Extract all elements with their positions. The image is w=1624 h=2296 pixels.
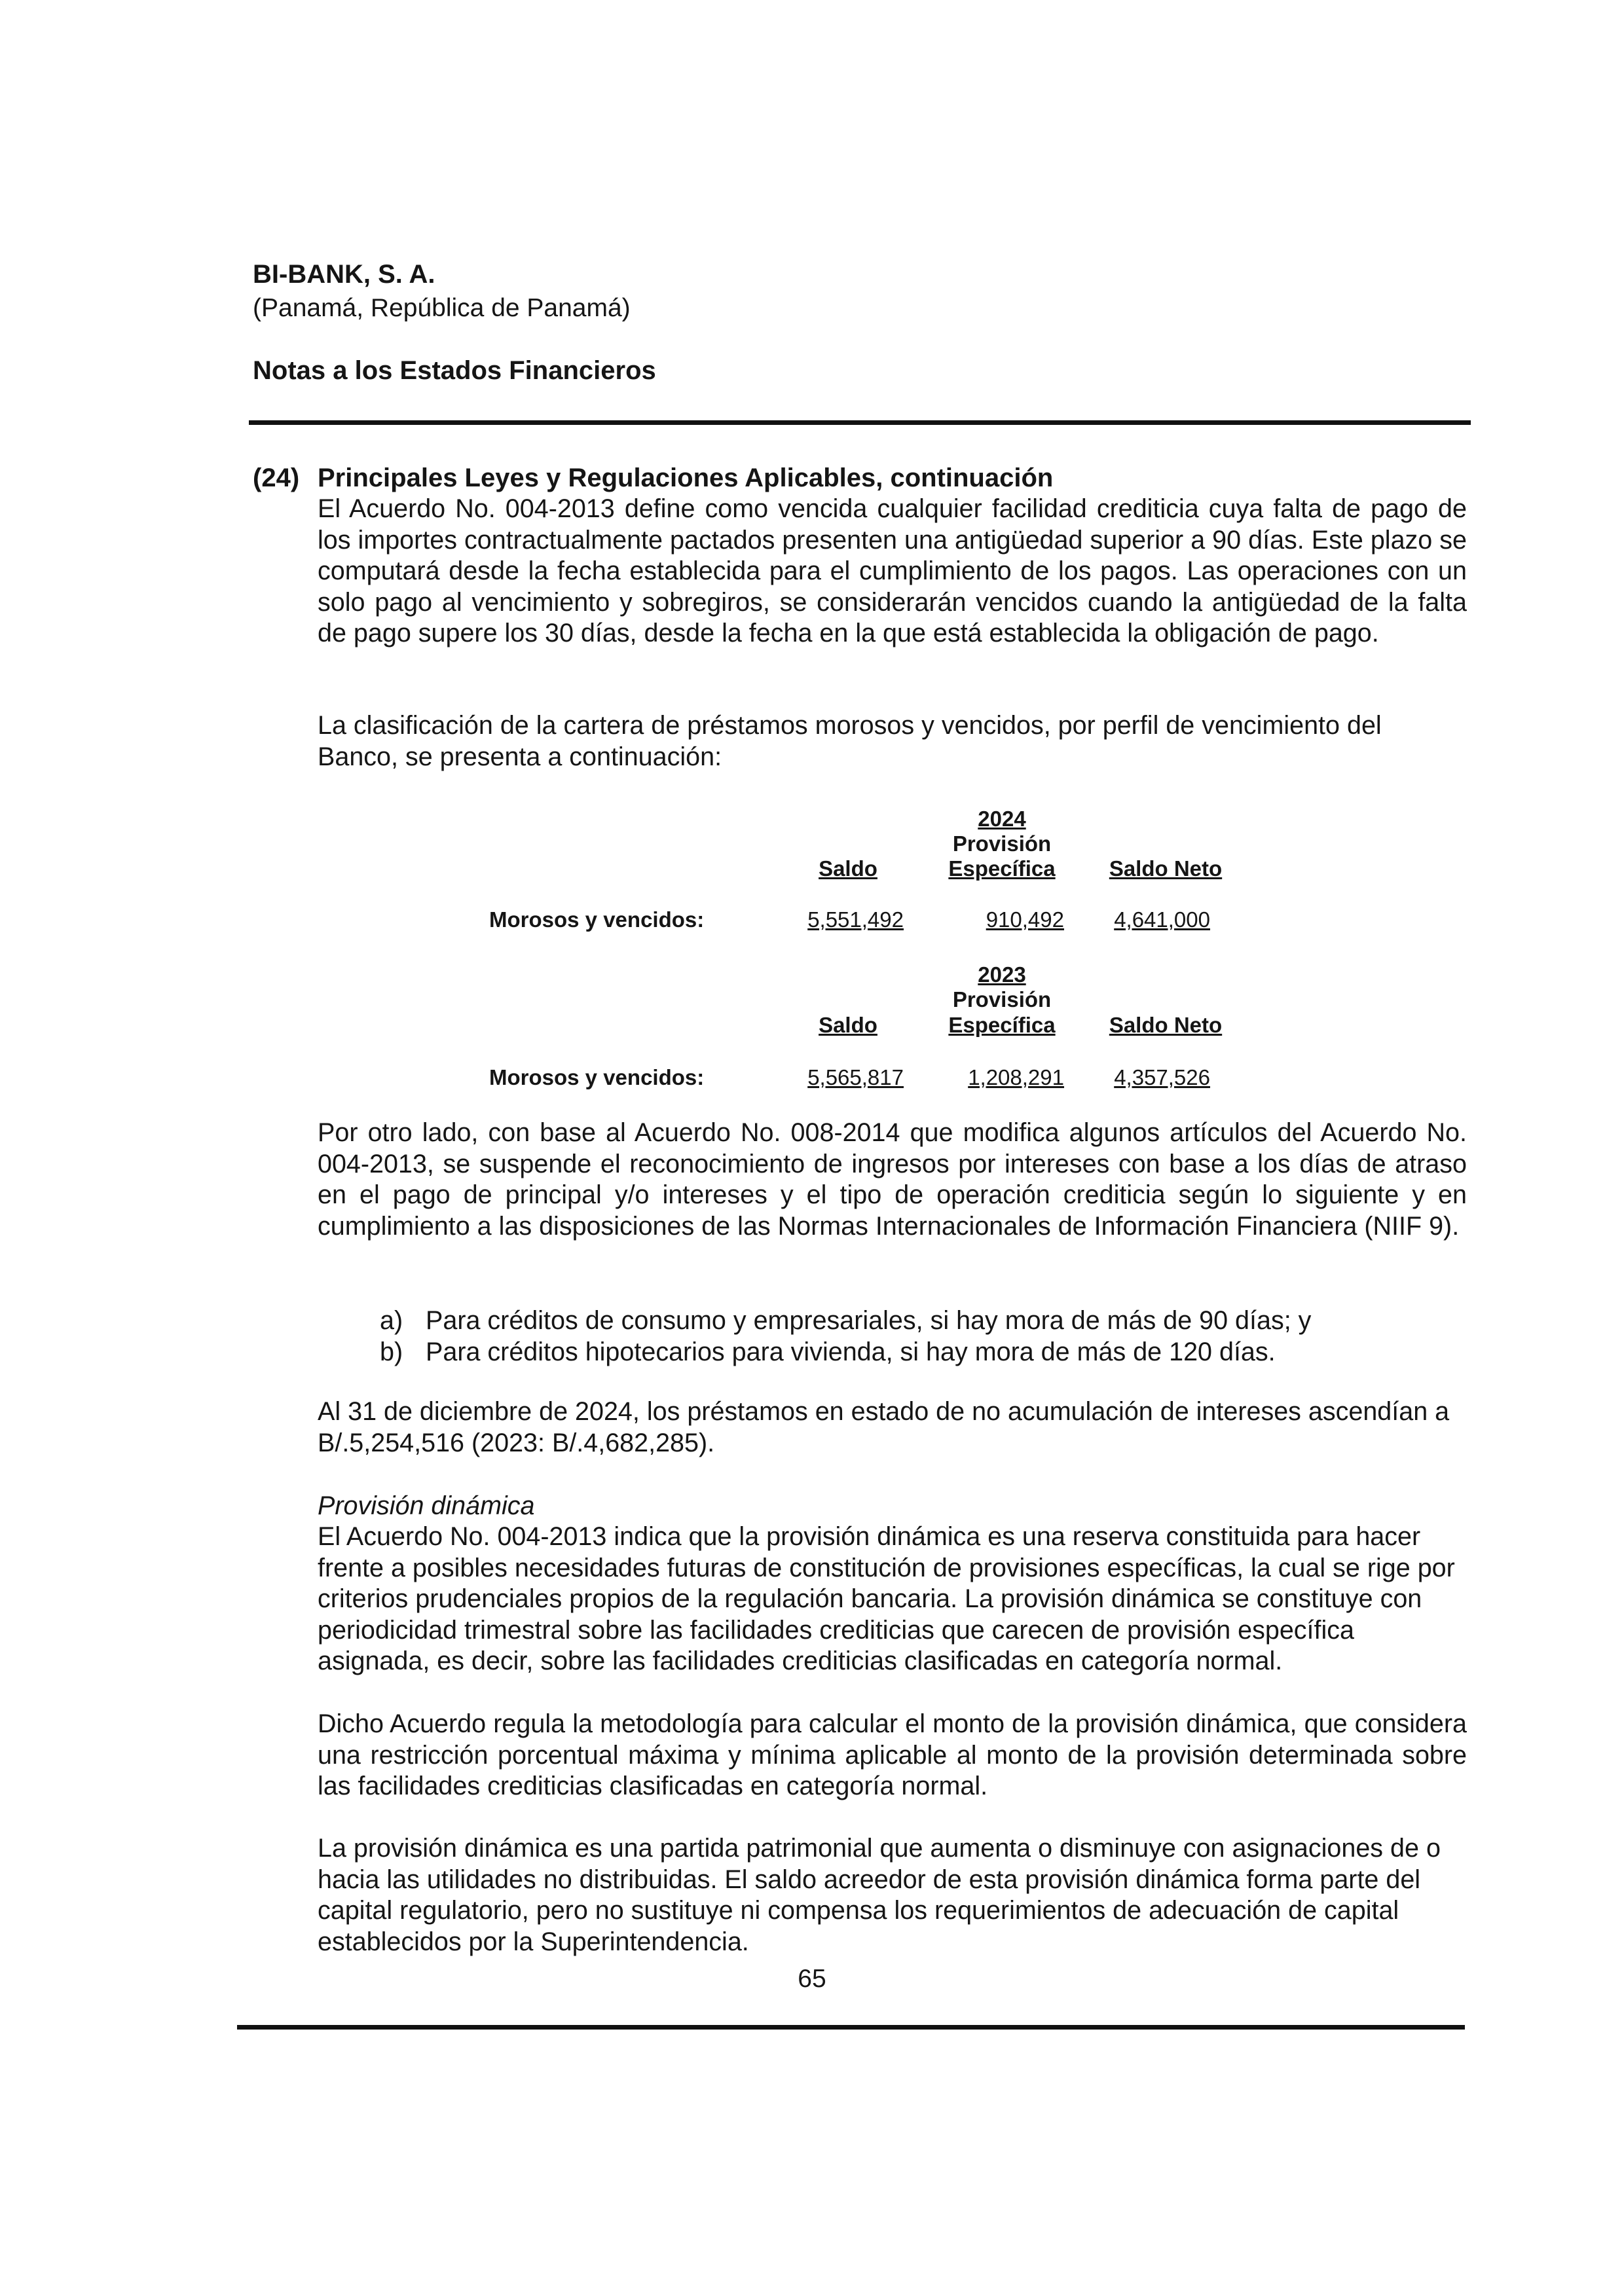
column-header-provision: Provisión xyxy=(952,987,1052,1011)
paragraph-provision-dinamica-definition: El Acuerdo No. 004-2013 indica que la provisión dinámica es una reserva constituida para hacer frente a posibles necesidades futuras de constitución de provisiones específicas, la cual se rige por criterios prudenciales propios de la regulación bancaria. La provisión dinámica se constituye con periodicidad trimestral sobre las facilidades crediticias que carecen de provisión específica asignada, es decir, sobre las facilidades crediticias clasificadas en categoría normal. xyxy=(318,1522,1455,1675)
list-item: Para créditos hipotecarios para vivienda, si hay mora de más de 120 días. xyxy=(426,1338,1276,1366)
header-rule xyxy=(249,420,1471,425)
footer-rule xyxy=(237,2025,1465,2030)
column-header-saldo: Saldo xyxy=(819,1013,877,1037)
paragraph-partida-patrimonial: La provisión dinámica es una partida patrimonial que aumenta o disminuye con asignaciones de o hacia las utilidades no distribuidas. El saldo acreedor de esta provisión dinámica forma parte del capital regulatorio, pero no sustituye ni compensa los requerimientos de adecuación de capital establecidos por la Superintendencia. xyxy=(318,1834,1441,1956)
section-number: (24) xyxy=(253,464,300,492)
paragraph-no-acumulacion: Al 31 de diciembre de 2024, los préstamos en estado de no acumulación de intereses ascendían a B/.5,254,516 (2023: B/.4,682,285). xyxy=(318,1397,1450,1457)
paragraph-acuerdo-008-2014: Por otro lado, con base al Acuerdo No. 008-2014 que modifica algunos artículos del Acuerdo No. 004-2013, se suspende el reconocimiento de ingresos por intereses con base a los días de atraso en el pago de principal y/o intereses y el tipo de operación crediticia según lo siguiente y en cumplimiento a las disposiciones de las Normas Internacionales de Información Financiera (NIIF 9). xyxy=(318,1118,1467,1241)
table-year: 2023 xyxy=(978,962,1026,987)
column-header-saldo-neto: Saldo Neto xyxy=(1109,1013,1223,1037)
list-marker: b) xyxy=(380,1338,403,1366)
cell-saldo-neto: 4,641,000 xyxy=(1114,907,1210,932)
cell-saldo: 5,565,817 xyxy=(807,1065,904,1089)
company-country: (Panamá, República de Panamá) xyxy=(253,294,631,322)
section-title: Principales Leyes y Regulaciones Aplicables, continuación xyxy=(318,464,1054,492)
cell-provision: 910,492 xyxy=(986,907,1064,932)
cell-provision: 1,208,291 xyxy=(968,1065,1064,1089)
column-header-especifica: Específica xyxy=(948,856,1056,881)
list-item: Para créditos de consumo y empresariales, si hay mora de más de 90 días; y xyxy=(426,1306,1312,1335)
table-year: 2024 xyxy=(978,807,1026,831)
paragraph-classification-intro: La clasificación de la cartera de préstamos morosos y vencidos, por perfil de vencimiento del Banco, se presenta a continuación: xyxy=(318,711,1382,771)
cell-saldo-neto: 4,357,526 xyxy=(1114,1065,1210,1089)
column-header-especifica: Específica xyxy=(948,1013,1056,1037)
document-subtitle: Notas a los Estados Financieros xyxy=(253,356,656,385)
list-marker: a) xyxy=(380,1306,403,1335)
company-name: BI-BANK, S. A. xyxy=(253,260,435,289)
page-number: 65 xyxy=(798,1965,826,1993)
row-label: Morosos y vencidos: xyxy=(489,1065,705,1089)
paragraph-vencida-definition: El Acuerdo No. 004-2013 define como vencida cualquier facilidad crediticia cuya falta de pago de los importes contractualmente pactados presenten una antigüedad superior a 90 días. Este plazo se computará desde la fecha establecida para el cumplimiento de los pagos. Las operaciones con un solo pago al vencimiento y sobregiros, se considerarán vencidos cuando la antigüedad de la falta de pago supere los 30 días, desde la fecha en la que está establecida la obligación de pago. xyxy=(318,494,1467,647)
row-label: Morosos y vencidos: xyxy=(489,907,705,932)
paragraph-metodologia: Dicho Acuerdo regula la metodología para calcular el monto de la provisión dinámica, que considera una restricción porcentual máxima y mínima aplicable al monto de la provisión determinada sobre las facilidades crediticias clasificadas en categoría normal. xyxy=(318,1709,1467,1800)
column-header-saldo: Saldo xyxy=(819,856,877,881)
subheading-provision-dinamica: Provisión dinámica xyxy=(318,1491,535,1520)
column-header-saldo-neto: Saldo Neto xyxy=(1109,856,1223,881)
column-header-provision: Provisión xyxy=(952,831,1052,856)
cell-saldo: 5,551,492 xyxy=(807,907,904,932)
